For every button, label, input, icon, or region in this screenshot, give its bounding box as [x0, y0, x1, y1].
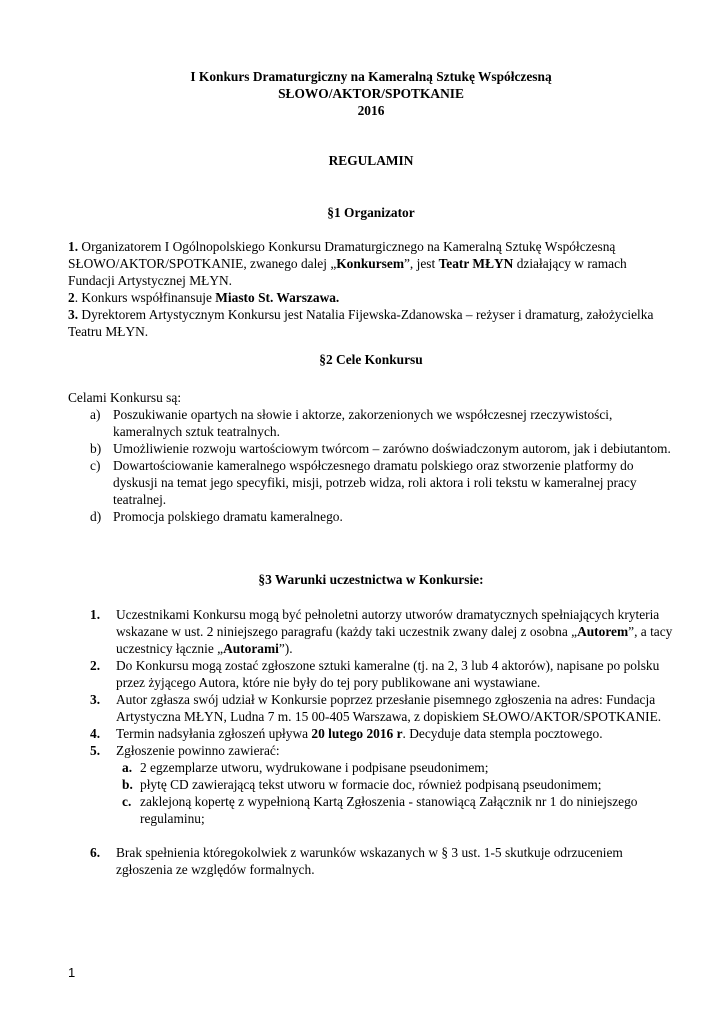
regulamin-heading: REGULAMIN	[328, 153, 414, 168]
submission-contents-list	[116, 759, 674, 827]
list-item: c. zaklejoną kopertę z wypełnioną Kartą Zgłoszenia - stanowiącą Załącznik nr 1 do niniejszego regulaminu;	[122, 794, 638, 826]
list-item: a. 2 egzemplarze utworu, wydrukowane i podpisane pseudonimem;	[122, 760, 489, 775]
page-number: 1	[68, 965, 76, 980]
section-2-heading: §2 Cele Konkursu	[319, 352, 423, 367]
title-line-1: I Konkurs Dramaturgiczny na Kameralną Sztukę Współczesną	[190, 69, 552, 84]
list-item: 2. Do Konkursu mogą zostać zgłoszone sztuki kameralne (tj. na 2, 3 lub 4 aktorów), napisane po polsku przez żyjącego Autora, które nie były do tej pory publikowane ani wystawiane.	[90, 658, 660, 690]
list-item: d) Promocja polskiego dramatu kameralnego.	[90, 509, 343, 524]
list-item: 1. Uczestnikami Konkursu mogą być pełnoletni autorzy utworów dramatycznych spełniających kryteria wskazane w ust. 2 niniejszego paragrafu (każdy taki uczestnik zwany dalej z osobna „Autorem”, a tacy uczestnicy łącznie „Autorami”).	[90, 607, 673, 656]
section-3-heading: §3 Warunki uczestnictwa w Konkursie:	[258, 572, 484, 587]
document-title	[68, 68, 674, 119]
s2-intro: Celami Konkursu są:	[68, 390, 182, 405]
list-item: 3. Autor zgłasza swój udział w Konkursie poprzez przesłanie pisemnego zgłoszenia na adres: Fundacja Artystyczna MŁYN, Ludna 7 m. 15 00-405 Warszawa, z dopiskiem SŁOWO/AKTOR/SPOTKANIE.	[90, 692, 662, 724]
conditions-list	[68, 606, 674, 878]
s1-paragraph-2: 2. Konkurs współfinansuje Miasto St. Warszawa.	[68, 290, 340, 305]
list-item: b) Umożliwienie rozwoju wartościowym twórcom – zarówno doświadczonym autorom, jak i debiutantom.	[90, 441, 671, 456]
section-3-body	[68, 606, 674, 878]
list-item: b. płytę CD zawierającą tekst utworu w formacie doc, również podpisaną pseudonimem;	[122, 777, 602, 792]
list-item: 5. Zgłoszenie powinno zawierać: a. 2 egzemplarze utworu, wydrukowane i podpisane pseudonimem; b. płytę CD zawierającą tekst utworu w formacie doc, również podpisaną pseudonimem; c. zaklejoną kopertę z wypełnioną Kartą Zgłoszenia - stanowiącą Załącznik nr 1 do niniejszego regulaminu;	[68, 742, 674, 844]
list-item: 6. Brak spełnienia któregokolwiek z warunków wskazanych w § 3 ust. 1-5 skutkuje odrzuceniem zgłoszenia ze względów formalnych.	[90, 845, 623, 877]
list-item: 4. Termin nadsyłania zgłoszeń upływa 20 lutego 2016 r. Decyduje data stempla pocztowego.	[90, 726, 603, 741]
title-line-2: SŁOWO/AKTOR/SPOTKANIE	[278, 86, 464, 101]
section-1-heading: §1 Organizator	[327, 205, 415, 220]
s1-paragraph-3: 3. Dyrektorem Artystycznym Konkursu jest Natalia Fijewska-Zdanowska – reżyser i dramaturg, założycielka Teatru MŁYN.	[68, 307, 654, 339]
goals-list	[68, 406, 674, 525]
section-2-body	[68, 389, 674, 525]
title-line-3: 2016	[357, 103, 385, 118]
s1-paragraph-1: 1. Organizatorem I Ogólnopolskiego Konkursu Dramaturgicznego na Kameralną Sztukę Współczesną SŁOWO/AKTOR/SPOTKANIE, zwanego dalej „Konkursem”, jest Teatr MŁYN działający w ramach Fundacji Artystycznej MŁYN.	[68, 239, 627, 288]
section-1-body	[68, 238, 674, 340]
list-item: c) Dowartościowanie kameralnego współczesnego dramatu polskiego oraz stworzenie platformy do dyskusji na temat jego specyfiki, misji, potrzeb widza, roli aktora i roli tekstu w kameralnej pracy teatralnej.	[90, 458, 637, 507]
list-item: a) Poszukiwanie opartych na słowie i aktorze, zakorzenionych we współczesnej rzeczywistości, kameralnych sztuk teatralnych.	[90, 407, 613, 439]
